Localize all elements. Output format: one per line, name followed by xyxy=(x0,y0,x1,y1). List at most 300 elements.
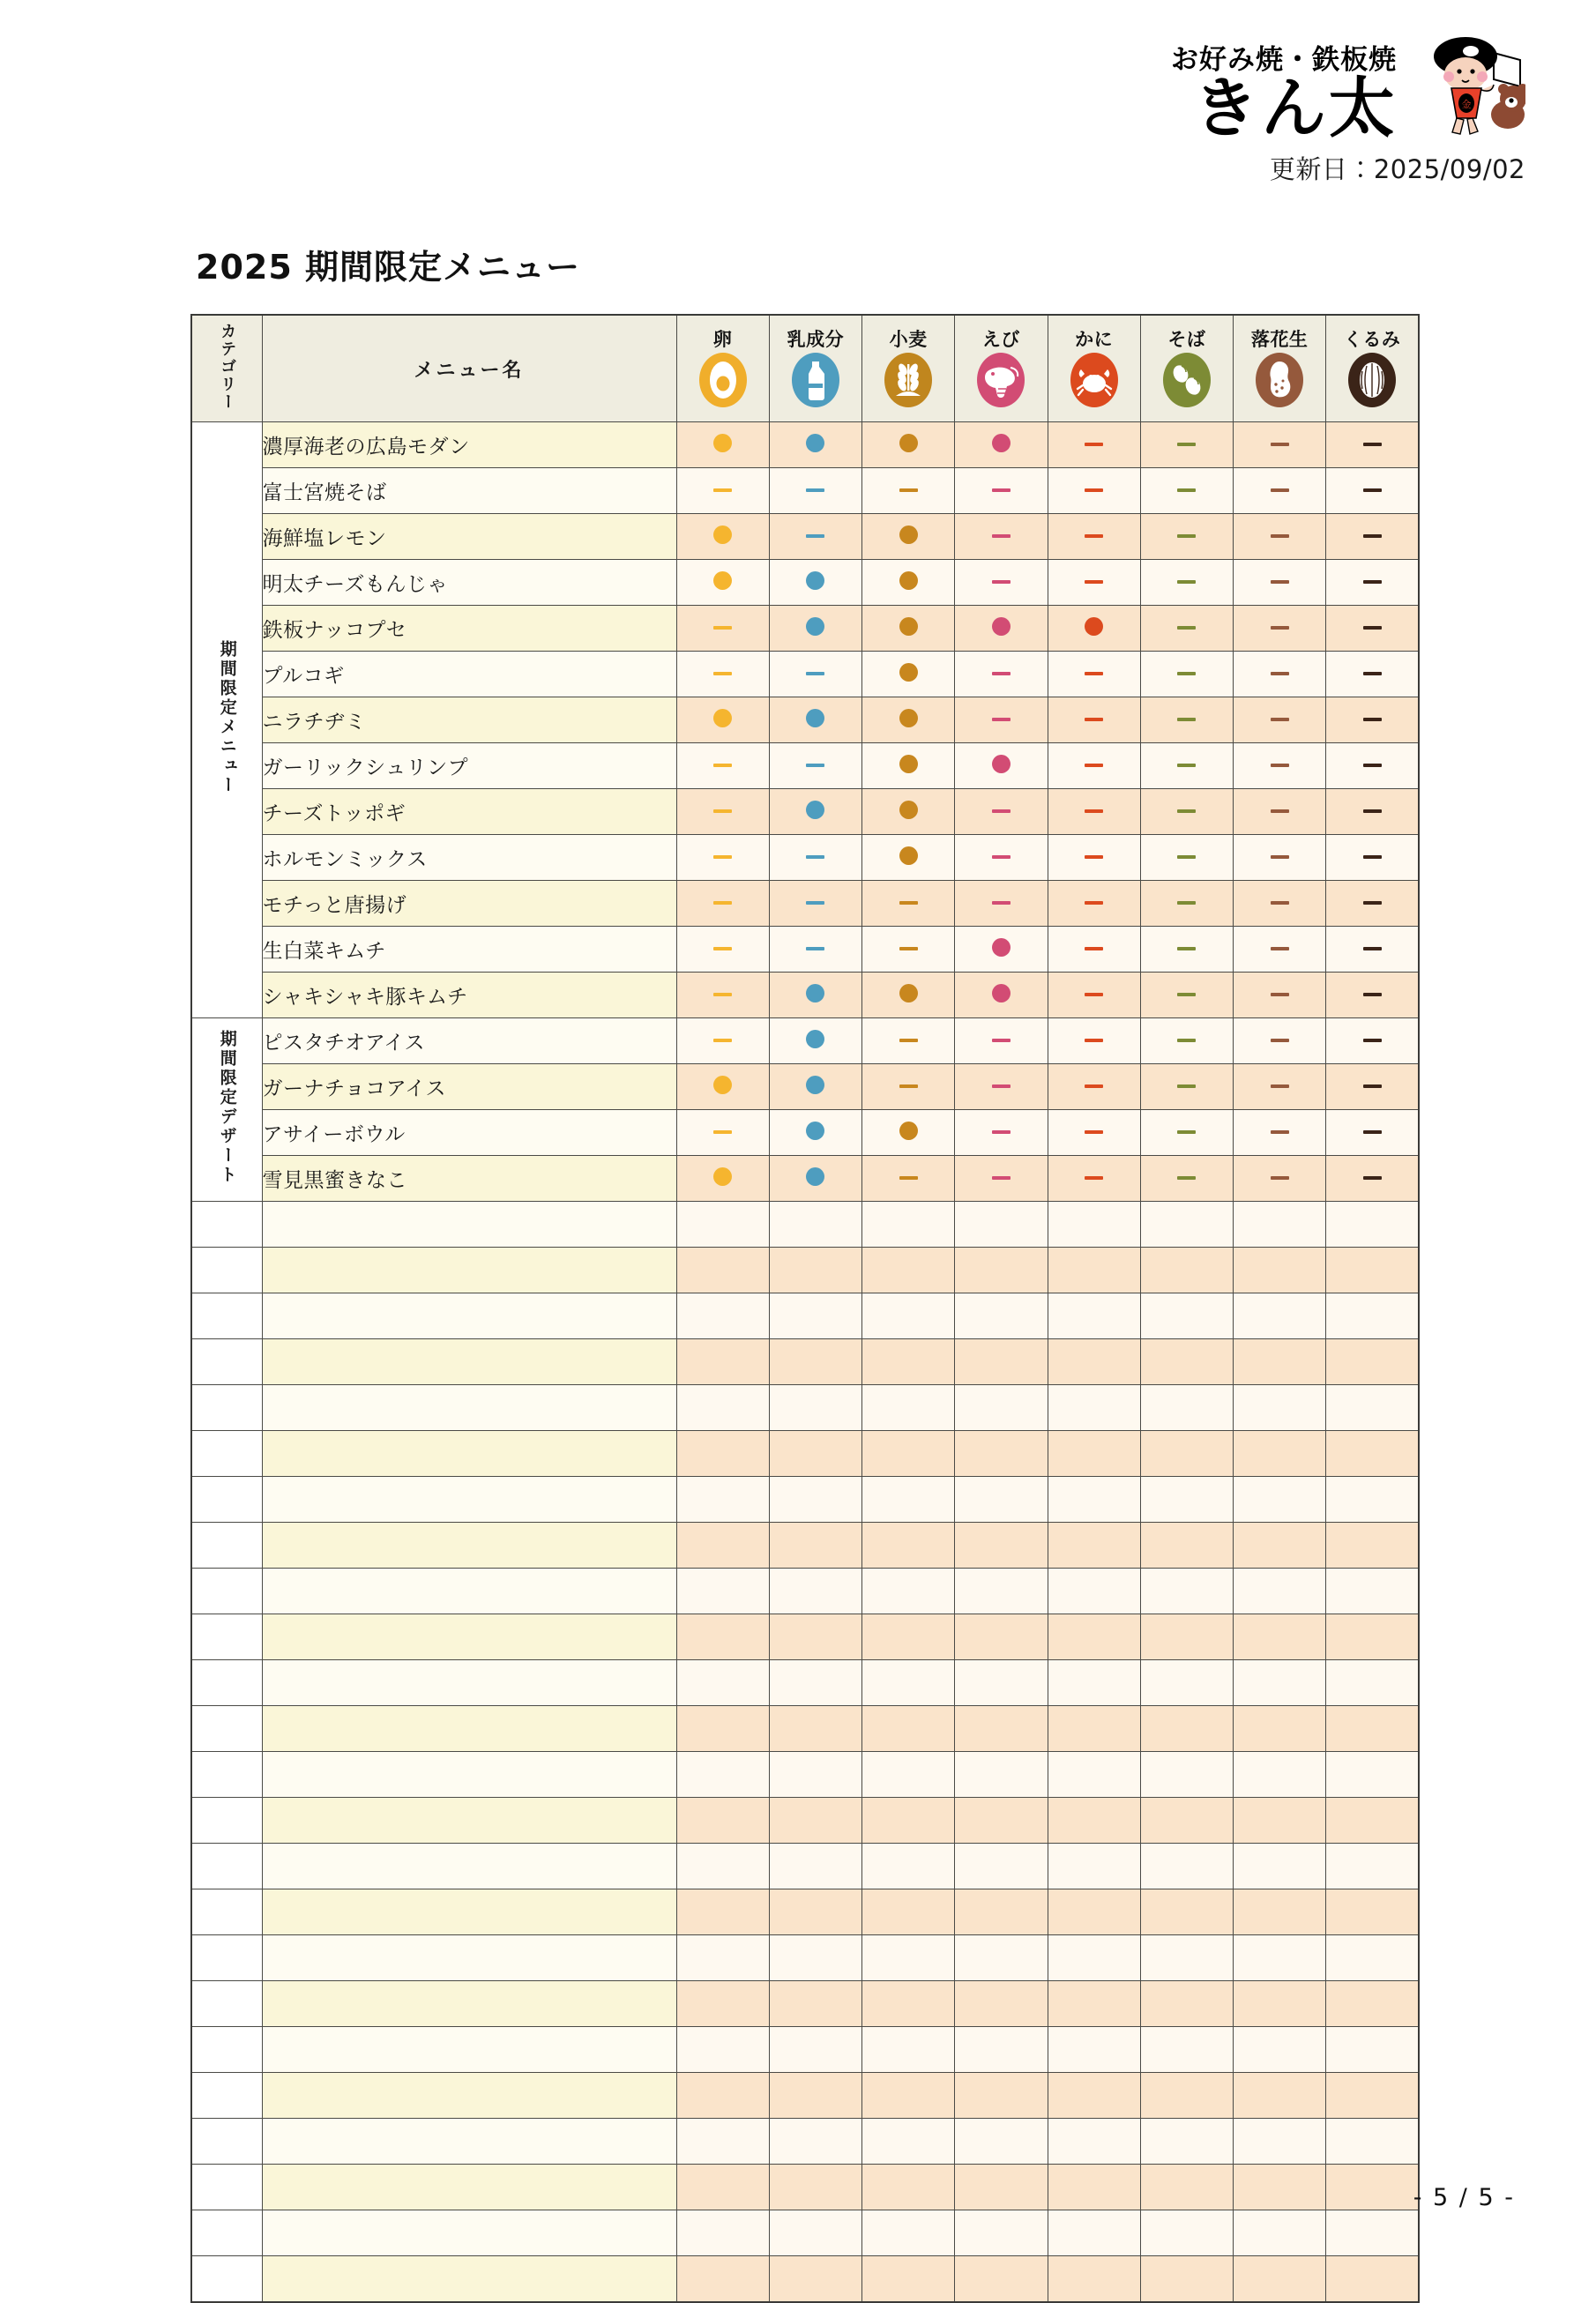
allergen-absent-cell xyxy=(1048,560,1140,606)
allergen-absent-cell xyxy=(1048,835,1140,881)
allergen-present-cell xyxy=(769,606,861,652)
allergen-cell-blank xyxy=(1326,1798,1419,1844)
allergen-cell-blank xyxy=(676,2027,769,2073)
allergen-cell-blank xyxy=(955,2256,1048,2302)
allergen-absent-cell xyxy=(955,881,1048,927)
category-cell-blank xyxy=(191,1614,262,1660)
allergen-cell-blank xyxy=(1326,1248,1419,1293)
allergen-dash-icon xyxy=(1085,947,1103,950)
allergen-cell-blank xyxy=(1234,1889,1326,1935)
allergen-label-walnut: くるみ xyxy=(1343,328,1401,350)
allergen-cell-blank xyxy=(862,1752,955,1798)
allergen-cell-blank xyxy=(1140,1706,1233,1752)
table-row-blank xyxy=(191,1706,1419,1752)
allergen-dash-icon xyxy=(992,534,1011,538)
menu-name-cell-blank xyxy=(262,1660,676,1706)
allergen-cell-blank xyxy=(769,1614,861,1660)
allergen-cell-blank xyxy=(676,2119,769,2165)
allergen-absent-cell xyxy=(1234,652,1326,697)
allergen-cell-blank xyxy=(1234,1614,1326,1660)
category-label: 期間限定デザート xyxy=(217,1030,237,1185)
allergen-absent-cell xyxy=(1140,422,1233,468)
allergen-present-cell xyxy=(862,560,955,606)
allergen-cell-blank xyxy=(676,1935,769,1981)
allergen-cell-blank xyxy=(1048,2165,1140,2210)
allergen-present-cell xyxy=(769,697,861,743)
table-row xyxy=(191,973,1419,1018)
allergen-dash-icon xyxy=(992,1039,1011,1042)
allergen-dash-icon xyxy=(713,626,732,630)
allergen-absent-cell xyxy=(676,881,769,927)
allergen-absent-cell xyxy=(955,652,1048,697)
menu-name-cell: 生白菜キムチ xyxy=(262,927,676,973)
menu-name-cell-blank xyxy=(262,1293,676,1339)
menu-name-cell-blank xyxy=(262,1523,676,1569)
allergen-absent-cell xyxy=(1326,1156,1419,1202)
allergen-absent-cell xyxy=(955,835,1048,881)
allergen-label-peanut: 落花生 xyxy=(1250,328,1309,350)
menu-name-cell-blank xyxy=(262,1981,676,2027)
allergen-cell-blank xyxy=(1048,2256,1140,2302)
allergen-dash-icon xyxy=(1271,855,1289,859)
table-row-blank xyxy=(191,2165,1419,2210)
allergen-dash-icon xyxy=(1271,443,1289,446)
allergen-cell-blank xyxy=(1234,1293,1326,1339)
table-body xyxy=(191,422,1419,2302)
allergen-dash-icon xyxy=(1177,1039,1196,1042)
allergen-cell-blank xyxy=(862,2119,955,2165)
category-cell-blank xyxy=(191,1431,262,1477)
allergen-dash-icon xyxy=(1085,1084,1103,1088)
allergen-absent-cell xyxy=(1326,973,1419,1018)
allergen-cell-blank xyxy=(955,1431,1048,1477)
allergen-absent-cell xyxy=(1234,835,1326,881)
allergen-dash-icon xyxy=(899,947,918,950)
allergen-cell-blank xyxy=(1326,1981,1419,2027)
allergen-cell-blank xyxy=(676,1202,769,1248)
allergen-dash-icon xyxy=(1271,1039,1289,1042)
allergen-dash-icon xyxy=(1085,488,1103,492)
allergen-cell-blank xyxy=(1326,2119,1419,2165)
column-header-allergen-5 xyxy=(1140,315,1233,422)
allergen-cell-blank xyxy=(676,1660,769,1706)
allergen-present-cell xyxy=(769,1018,861,1064)
allergen-cell-blank xyxy=(955,1614,1048,1660)
allergen-absent-cell xyxy=(1048,422,1140,468)
allergen-cell-blank xyxy=(769,1889,861,1935)
allergen-dash-icon xyxy=(1085,1176,1103,1180)
allergen-cell-blank xyxy=(1048,1569,1140,1614)
allergen-absent-cell xyxy=(862,1156,955,1202)
allergen-absent-cell xyxy=(1234,560,1326,606)
brand-logo-block xyxy=(1171,34,1525,186)
allergen-present-cell xyxy=(676,422,769,468)
allergen-cell-blank xyxy=(769,1981,861,2027)
allergen-dot-icon xyxy=(992,984,1011,1002)
table-row-blank xyxy=(191,1248,1419,1293)
allergen-cell-blank xyxy=(676,1523,769,1569)
category-cell-blank xyxy=(191,2073,262,2119)
allergen-table-wrapper xyxy=(190,314,1418,2303)
allergen-cell-blank xyxy=(862,1431,955,1477)
allergen-absent-cell xyxy=(1140,973,1233,1018)
allergen-dash-icon xyxy=(992,718,1011,721)
allergen-absent-cell xyxy=(955,514,1048,560)
category-cell-blank xyxy=(191,1385,262,1431)
allergen-absent-cell xyxy=(676,468,769,514)
menu-name-cell-blank xyxy=(262,2210,676,2256)
allergen-cell-blank xyxy=(1234,1385,1326,1431)
allergen-cell-blank xyxy=(862,1569,955,1614)
allergen-dot-icon xyxy=(806,617,824,636)
allergen-cell-blank xyxy=(769,1569,861,1614)
allergen-dash-icon xyxy=(1177,488,1196,492)
header-row xyxy=(191,315,1419,422)
allergen-cell-blank xyxy=(1140,1981,1233,2027)
allergen-present-cell xyxy=(955,973,1048,1018)
allergen-present-cell xyxy=(862,835,955,881)
allergen-dash-icon xyxy=(992,901,1011,905)
allergen-cell-blank xyxy=(1140,1339,1233,1385)
allergen-dash-icon xyxy=(1177,1130,1196,1134)
menu-name-cell-blank xyxy=(262,1202,676,1248)
allergen-cell-blank xyxy=(1048,1523,1140,1569)
table-row xyxy=(191,468,1419,514)
allergen-absent-cell xyxy=(1234,1156,1326,1202)
allergen-cell-blank xyxy=(1234,1752,1326,1798)
allergen-cell-blank xyxy=(1326,2027,1419,2073)
allergen-cell-blank xyxy=(769,1660,861,1706)
allergen-absent-cell xyxy=(1326,927,1419,973)
allergen-dash-icon xyxy=(806,672,824,675)
allergen-cell-blank xyxy=(1140,1248,1233,1293)
shrimp-icon xyxy=(977,353,1025,407)
allergen-absent-cell xyxy=(1326,697,1419,743)
allergen-cell-blank xyxy=(1140,2210,1233,2256)
allergen-absent-cell xyxy=(676,973,769,1018)
allergen-present-cell xyxy=(676,560,769,606)
allergen-cell-blank xyxy=(1048,1477,1140,1523)
column-header-allergen-7 xyxy=(1326,315,1419,422)
allergen-cell-blank xyxy=(1048,1752,1140,1798)
table-row-blank xyxy=(191,1569,1419,1614)
allergen-cell-blank xyxy=(1326,1202,1419,1248)
allergen-absent-cell xyxy=(1140,697,1233,743)
allergen-cell-blank xyxy=(1140,2256,1233,2302)
allergen-present-cell xyxy=(769,789,861,835)
allergen-dash-icon xyxy=(1363,672,1382,675)
buckwheat-icon xyxy=(1163,353,1211,407)
allergen-cell-blank xyxy=(955,1248,1048,1293)
allergen-absent-cell xyxy=(1326,743,1419,789)
allergen-absent-cell xyxy=(955,1110,1048,1156)
allergen-cell-blank xyxy=(862,2165,955,2210)
menu-name-cell: 鉄板ナッコプセ xyxy=(262,606,676,652)
allergen-absent-cell xyxy=(1048,1156,1140,1202)
allergen-dash-icon xyxy=(1271,947,1289,950)
allergen-dot-icon xyxy=(806,984,824,1002)
allergen-dot-icon xyxy=(713,571,732,590)
allergen-cell-blank xyxy=(676,1248,769,1293)
allergen-dash-icon xyxy=(1363,947,1382,950)
allergen-dot-icon xyxy=(899,434,918,452)
allergen-absent-cell xyxy=(676,652,769,697)
allergen-dash-icon xyxy=(992,672,1011,675)
page-header xyxy=(0,0,1596,220)
allergen-cell-blank xyxy=(1326,1935,1419,1981)
allergen-label-wheat: 小麦 xyxy=(889,328,928,350)
allergen-absent-cell xyxy=(1326,606,1419,652)
menu-name-cell-blank xyxy=(262,2027,676,2073)
allergen-present-cell xyxy=(955,606,1048,652)
allergen-absent-cell xyxy=(1234,697,1326,743)
table-header xyxy=(191,315,1419,422)
allergen-absent-cell xyxy=(955,1018,1048,1064)
allergen-absent-cell xyxy=(862,927,955,973)
allergen-cell-blank xyxy=(1234,1935,1326,1981)
allergen-absent-cell xyxy=(1326,835,1419,881)
table-row-blank xyxy=(191,1339,1419,1385)
allergen-absent-cell xyxy=(1234,422,1326,468)
allergen-absent-cell xyxy=(1326,881,1419,927)
allergen-dash-icon xyxy=(713,1130,732,1134)
category-cell xyxy=(191,1018,262,1202)
allergen-cell-blank xyxy=(1234,2210,1326,2256)
allergen-cell-blank xyxy=(1234,1523,1326,1569)
menu-name-cell: ガーナチョコアイス xyxy=(262,1064,676,1110)
allergen-cell-blank xyxy=(1234,1477,1326,1523)
allergen-label-milk: 乳成分 xyxy=(787,328,845,350)
allergen-cell-blank xyxy=(955,1752,1048,1798)
allergen-absent-cell xyxy=(1326,468,1419,514)
allergen-cell-blank xyxy=(1140,2073,1233,2119)
allergen-absent-cell xyxy=(769,835,861,881)
allergen-cell-blank xyxy=(1234,2119,1326,2165)
allergen-absent-cell xyxy=(862,468,955,514)
allergen-dash-icon xyxy=(1363,718,1382,721)
category-cell-blank xyxy=(191,1660,262,1706)
column-header-category xyxy=(191,315,262,422)
allergen-dot-icon xyxy=(899,984,918,1002)
table-row-blank xyxy=(191,1660,1419,1706)
allergen-cell-blank xyxy=(769,1477,861,1523)
table-row xyxy=(191,560,1419,606)
allergen-dot-icon xyxy=(899,571,918,590)
allergen-absent-cell xyxy=(1140,468,1233,514)
allergen-dot-icon xyxy=(806,434,824,452)
category-cell-blank xyxy=(191,1844,262,1889)
allergen-dot-icon xyxy=(899,1122,918,1140)
allergen-cell-blank xyxy=(1048,1706,1140,1752)
allergen-absent-cell xyxy=(1234,468,1326,514)
category-cell-blank xyxy=(191,1248,262,1293)
allergen-dash-icon xyxy=(806,855,824,859)
allergen-dash-icon xyxy=(806,901,824,905)
allergen-dot-icon xyxy=(713,1076,732,1094)
allergen-dot-icon xyxy=(713,434,732,452)
allergen-dash-icon xyxy=(1177,901,1196,905)
allergen-absent-cell xyxy=(1140,1156,1233,1202)
allergen-absent-cell xyxy=(1234,789,1326,835)
allergen-cell-blank xyxy=(955,1477,1048,1523)
allergen-cell-blank xyxy=(955,1981,1048,2027)
allergen-absent-cell xyxy=(1326,652,1419,697)
column-header-allergen-0 xyxy=(676,315,769,422)
allergen-dash-icon xyxy=(1177,626,1196,630)
category-cell-blank xyxy=(191,2256,262,2302)
allergen-absent-cell xyxy=(1326,514,1419,560)
allergen-table xyxy=(190,314,1420,2303)
allergen-cell-blank xyxy=(1326,1477,1419,1523)
allergen-present-cell xyxy=(769,973,861,1018)
menu-name-cell-blank xyxy=(262,1706,676,1752)
allergen-dash-icon xyxy=(1363,1176,1382,1180)
allergen-dash-icon xyxy=(1363,855,1382,859)
allergen-absent-cell xyxy=(676,1110,769,1156)
allergen-absent-cell xyxy=(955,1064,1048,1110)
category-cell-blank xyxy=(191,1293,262,1339)
allergen-cell-blank xyxy=(769,1248,861,1293)
menu-name-cell-blank xyxy=(262,1569,676,1614)
allergen-dash-icon xyxy=(1177,580,1196,584)
allergen-absent-cell xyxy=(769,743,861,789)
allergen-cell-blank xyxy=(1048,2073,1140,2119)
allergen-present-cell xyxy=(955,422,1048,468)
allergen-cell-blank xyxy=(1048,1844,1140,1889)
allergen-cell-blank xyxy=(1048,1798,1140,1844)
allergen-dot-icon xyxy=(806,1167,824,1186)
table-row xyxy=(191,743,1419,789)
allergen-cell-blank xyxy=(1140,1293,1233,1339)
allergen-cell-blank xyxy=(1326,1431,1419,1477)
table-row xyxy=(191,1156,1419,1202)
allergen-absent-cell xyxy=(1234,1064,1326,1110)
allergen-cell-blank xyxy=(769,2119,861,2165)
allergen-dash-icon xyxy=(1177,855,1196,859)
milk-icon xyxy=(792,353,839,407)
category-cell-blank xyxy=(191,1798,262,1844)
allergen-dash-icon xyxy=(1085,718,1103,721)
allergen-cell-blank xyxy=(862,1889,955,1935)
allergen-dot-icon xyxy=(1085,617,1103,636)
allergen-dash-icon xyxy=(1271,626,1289,630)
allergen-dot-icon xyxy=(899,801,918,819)
table-row-blank xyxy=(191,1293,1419,1339)
allergen-absent-cell xyxy=(1234,881,1326,927)
allergen-dash-icon xyxy=(713,764,732,767)
menu-name-cell-blank xyxy=(262,1752,676,1798)
allergen-absent-cell xyxy=(1140,1110,1233,1156)
allergen-dash-icon xyxy=(806,488,824,492)
allergen-dot-icon xyxy=(806,1030,824,1048)
menu-name-cell-blank xyxy=(262,1798,676,1844)
allergen-cell-blank xyxy=(955,1844,1048,1889)
allergen-dash-icon xyxy=(1085,1130,1103,1134)
allergen-absent-cell xyxy=(676,1018,769,1064)
table-row xyxy=(191,789,1419,835)
allergen-present-cell xyxy=(955,743,1048,789)
allergen-dash-icon xyxy=(992,488,1011,492)
allergen-cell-blank xyxy=(1140,2027,1233,2073)
allergen-dash-icon xyxy=(1177,947,1196,950)
menu-name-cell-blank xyxy=(262,1385,676,1431)
allergen-dash-icon xyxy=(1271,488,1289,492)
allergen-dash-icon xyxy=(1271,809,1289,813)
category-cell-blank xyxy=(191,2027,262,2073)
allergen-dash-icon xyxy=(713,901,732,905)
allergen-absent-cell xyxy=(1326,560,1419,606)
allergen-absent-cell xyxy=(1048,697,1140,743)
allergen-absent-cell xyxy=(1048,1064,1140,1110)
allergen-cell-blank xyxy=(1234,2073,1326,2119)
allergen-dash-icon xyxy=(992,809,1011,813)
allergen-present-cell xyxy=(676,697,769,743)
allergen-cell-blank xyxy=(1326,1523,1419,1569)
allergen-label-buckwheat: そば xyxy=(1167,328,1206,350)
allergen-dash-icon xyxy=(713,1039,732,1042)
table-row xyxy=(191,835,1419,881)
allergen-cell-blank xyxy=(676,1889,769,1935)
allergen-dash-icon xyxy=(1085,580,1103,584)
allergen-dash-icon xyxy=(992,1176,1011,1180)
allergen-dot-icon xyxy=(899,663,918,682)
allergen-dash-icon xyxy=(992,1084,1011,1088)
table-row-blank xyxy=(191,1477,1419,1523)
allergen-dash-icon xyxy=(1085,809,1103,813)
allergen-cell-blank xyxy=(1234,2256,1326,2302)
allergen-absent-cell xyxy=(676,927,769,973)
table-row xyxy=(191,652,1419,697)
menu-name-cell-blank xyxy=(262,2119,676,2165)
allergen-present-cell xyxy=(769,560,861,606)
allergen-absent-cell xyxy=(769,652,861,697)
allergen-dash-icon xyxy=(1363,901,1382,905)
category-cell-blank xyxy=(191,1523,262,1569)
menu-name-cell-blank xyxy=(262,1614,676,1660)
category-cell-blank xyxy=(191,2165,262,2210)
allergen-cell-blank xyxy=(1326,2256,1419,2302)
menu-name-cell: ホルモンミックス xyxy=(262,835,676,881)
allergen-absent-cell xyxy=(1326,1110,1419,1156)
allergen-dash-icon xyxy=(1363,488,1382,492)
table-row-blank xyxy=(191,2027,1419,2073)
allergen-cell-blank xyxy=(1048,1293,1140,1339)
allergen-cell-blank xyxy=(1326,1293,1419,1339)
allergen-cell-blank xyxy=(862,1844,955,1889)
allergen-present-cell xyxy=(862,422,955,468)
allergen-cell-blank xyxy=(1326,1844,1419,1889)
table-row xyxy=(191,514,1419,560)
allergen-present-cell xyxy=(769,1156,861,1202)
allergen-absent-cell xyxy=(1048,1018,1140,1064)
allergen-dash-icon xyxy=(1085,901,1103,905)
allergen-cell-blank xyxy=(955,1202,1048,1248)
allergen-dash-icon xyxy=(1085,443,1103,446)
allergen-dash-icon xyxy=(1363,626,1382,630)
table-row-blank xyxy=(191,1798,1419,1844)
allergen-absent-cell xyxy=(1326,422,1419,468)
allergen-present-cell xyxy=(862,606,955,652)
allergen-absent-cell xyxy=(1234,606,1326,652)
menu-name-cell-blank xyxy=(262,1844,676,1889)
allergen-dash-icon xyxy=(1363,809,1382,813)
category-cell-blank xyxy=(191,1339,262,1385)
allergen-present-cell xyxy=(1048,606,1140,652)
allergen-cell-blank xyxy=(862,1706,955,1752)
allergen-absent-cell xyxy=(676,606,769,652)
allergen-cell-blank xyxy=(862,1385,955,1431)
allergen-absent-cell xyxy=(1048,652,1140,697)
